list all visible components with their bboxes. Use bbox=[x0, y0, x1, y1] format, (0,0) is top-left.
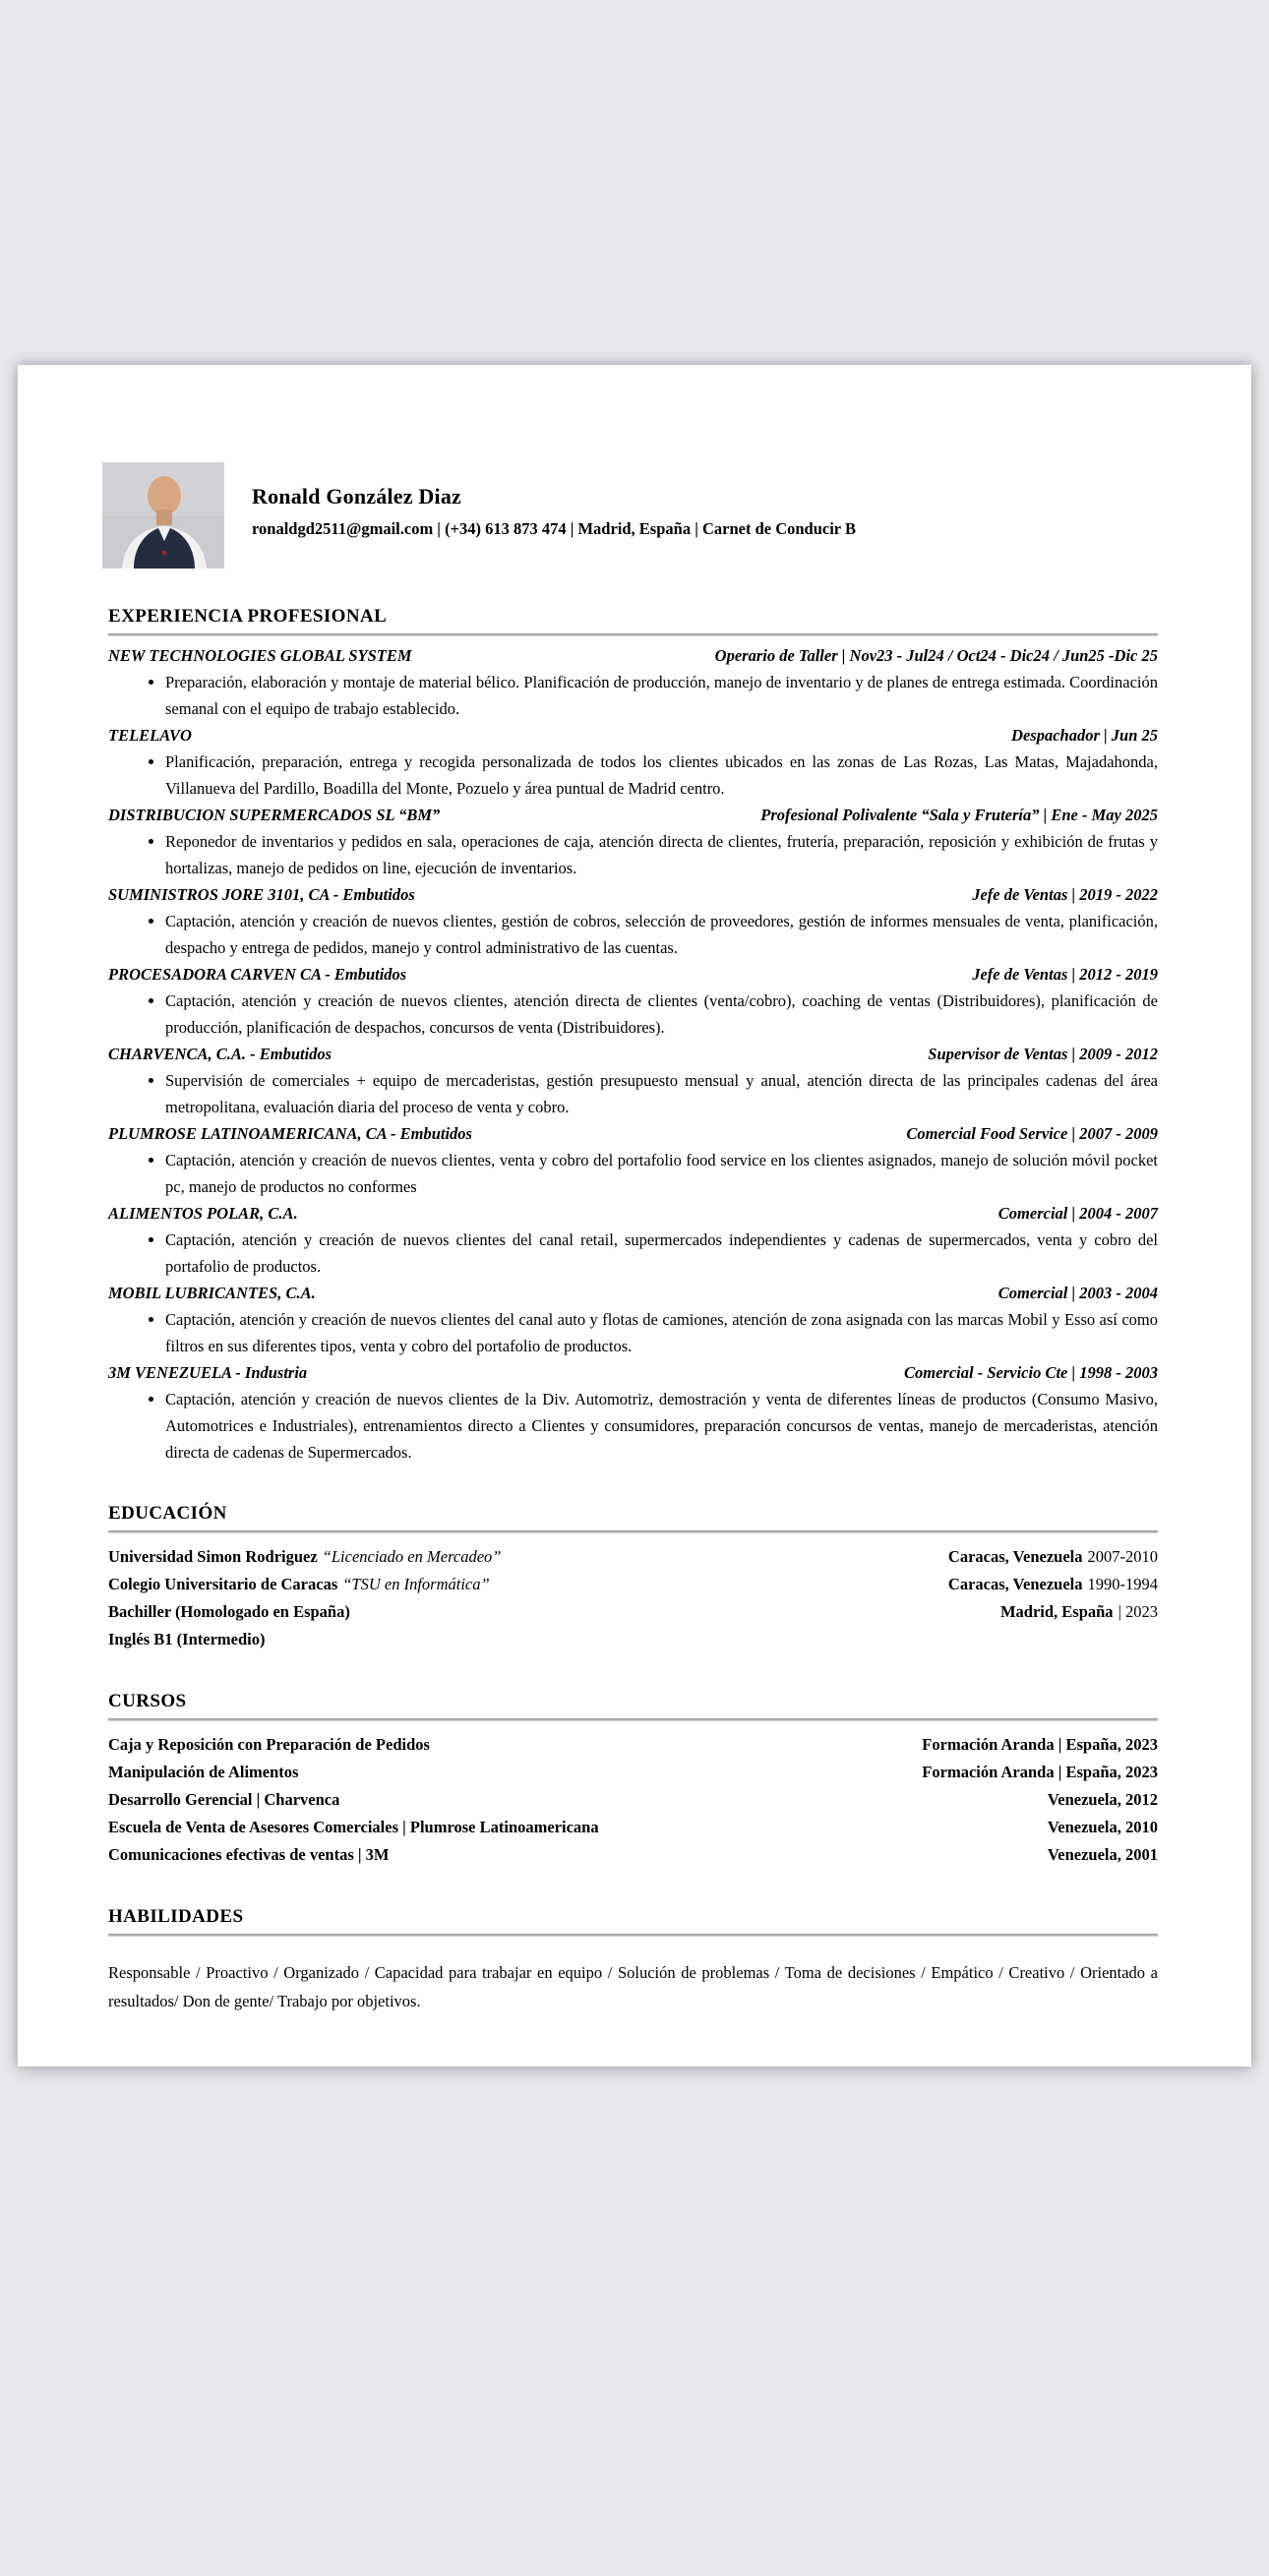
education-degree: “TSU en Informática” bbox=[342, 1575, 490, 1593]
education-row bbox=[108, 1598, 1158, 1626]
skills-text: Responsable / Proactivo / Organizado / Capacidad para trabajar en equipo / Solución de problemas / Toma de decisiones / Empático / Creativo / Orientado a resultados/ Don de gente/ Trabajo por objetivos. bbox=[108, 1963, 1158, 2010]
job-head bbox=[108, 1280, 1158, 1306]
job-bullet: • Captación, atención y creación de nuevos clientes de la Div. Automotriz, demostración y venta de diferentes líneas de productos (Consumo Masivo, Automotrices e Industriales), entrenamientos directo a Clientes y consumidores, preparación concursos de ventas, manejo de mercaderistas, atención directa de cadenas de Supermercados. bbox=[165, 1386, 1158, 1466]
section-education bbox=[108, 1503, 1158, 1653]
course-row bbox=[108, 1814, 1158, 1841]
job-entry bbox=[108, 1120, 1158, 1200]
section-experience-title: EXPERIENCIA PROFESIONAL bbox=[108, 606, 388, 627]
header-text bbox=[252, 462, 856, 539]
job-role-dates: Despachador | Jun 25 bbox=[1011, 726, 1158, 745]
job-role-dates: Comercial | 2003 - 2004 bbox=[997, 1284, 1158, 1302]
course-name: Manipulación de Alimentos bbox=[108, 1763, 299, 1781]
resume-header bbox=[102, 462, 1158, 569]
course-row bbox=[108, 1841, 1158, 1869]
job-role-dates: Comercial | 2004 - 2007 bbox=[997, 1204, 1158, 1223]
job-company: TELELAVO bbox=[108, 726, 192, 745]
job-head bbox=[108, 1120, 1158, 1147]
course-name: Caja y Reposición con Preparación de Pedidos bbox=[108, 1735, 430, 1754]
contact-line: ronaldgd2511@gmail.com | (+34) 613 873 474 | Madrid, España | Carnet de Conducir B bbox=[252, 519, 856, 538]
job-role-dates: Jefe de Ventas | 2012 - 2019 bbox=[972, 965, 1158, 984]
section-education-title: EDUCACIÓN bbox=[108, 1503, 227, 1524]
education-period: | 2023 bbox=[1118, 1602, 1158, 1621]
profile-photo bbox=[102, 462, 224, 569]
course-name: Comunicaciones efectivas de ventas | 3M bbox=[108, 1845, 390, 1864]
education-institution: Universidad Simon Rodriguez bbox=[108, 1547, 318, 1566]
job-role-dates: Jefe de Ventas | 2019 - 2022 bbox=[972, 885, 1158, 904]
job-bullet: • Reponedor de inventarios y pedidos en sala, operaciones de caja, atención directa de clientes, frutería, preparación, reposición y exhibición de frutas y hortalizas, manejo de pedidos on line, ejecución de inventarios. bbox=[165, 828, 1158, 881]
course-row bbox=[108, 1786, 1158, 1814]
course-meta: Venezuela, 2001 bbox=[1047, 1845, 1158, 1864]
job-entry bbox=[108, 1041, 1158, 1120]
job-bullet: • Preparación, elaboración y montaje de material bélico. Planificación de producción, manejo de inventario y de planes de entrega estimada. Coordinación semanal con el equipo de trabajo establecido. bbox=[165, 669, 1158, 722]
course-name: Escuela de Venta de Asesores Comerciales | Plumrose Latinoamericana bbox=[108, 1818, 599, 1836]
job-list bbox=[108, 642, 1158, 1466]
job-head bbox=[108, 722, 1158, 749]
job-role-dates: Supervisor de Ventas | 2009 - 2012 bbox=[928, 1045, 1158, 1063]
section-courses bbox=[108, 1691, 1158, 1869]
job-company: MOBIL LUBRICANTES, C.A. bbox=[108, 1284, 316, 1302]
job-company: PROCESADORA CARVEN CA - Embutidos bbox=[108, 965, 407, 984]
job-entry bbox=[108, 1280, 1158, 1359]
course-meta: Formación Aranda | España, 2023 bbox=[922, 1735, 1158, 1754]
course-name: Desarrollo Gerencial | Charvenca bbox=[108, 1790, 340, 1809]
section-skills-title: HABILIDADES bbox=[108, 1906, 244, 1927]
course-row bbox=[108, 1759, 1158, 1786]
section-divider bbox=[108, 1934, 1158, 1937]
education-degree: “Licenciado en Mercadeo” bbox=[322, 1547, 502, 1566]
job-entry bbox=[108, 1200, 1158, 1280]
course-meta: Formación Aranda | España, 2023 bbox=[922, 1763, 1158, 1781]
job-bullet: • Captación, atención y creación de nuevos clientes del canal auto y flotas de camiones, atención de zona asignada con las marcas Mobil y Esso así como filtros en sus diferentes tipos, venta y cobro del portafolio de productos. bbox=[165, 1306, 1158, 1359]
job-role-dates: Comercial - Servicio Cte | 1998 - 2003 bbox=[904, 1363, 1158, 1382]
education-row bbox=[108, 1626, 1158, 1653]
section-courses-title: CURSOS bbox=[108, 1691, 187, 1711]
job-company: NEW TECHNOLOGIES GLOBAL SYSTEM bbox=[108, 646, 412, 665]
job-company: DISTRIBUCION SUPERMERCADOS SL “BM” bbox=[108, 806, 441, 824]
education-period: 2007-2010 bbox=[1087, 1547, 1158, 1566]
person-name: Ronald González Diaz bbox=[252, 484, 461, 509]
resume-page bbox=[18, 365, 1251, 2067]
job-bullet: • Supervisión de comerciales + equipo de mercaderistas, gestión presupuesto mensual y anual, atención directa de las principales cadenas del área metropolitana, evaluación diaria del proceso de venta y cobro. bbox=[165, 1067, 1158, 1120]
job-head bbox=[108, 881, 1158, 908]
section-divider bbox=[108, 1530, 1158, 1533]
course-row bbox=[108, 1731, 1158, 1759]
job-role-dates: Profesional Polivalente “Sala y Frutería” | Ene - May 2025 bbox=[760, 806, 1158, 824]
job-entry bbox=[108, 722, 1158, 802]
course-meta: Venezuela, 2010 bbox=[1047, 1818, 1158, 1836]
education-list bbox=[108, 1543, 1158, 1653]
job-entry bbox=[108, 1359, 1158, 1466]
job-bullet: • Captación, atención y creación de nuevos clientes del canal retail, supermercados independientes y cadenas de supermercados, venta y cobro del portafolio de productos. bbox=[165, 1227, 1158, 1280]
job-head bbox=[108, 1041, 1158, 1067]
education-row bbox=[108, 1571, 1158, 1598]
education-location: Caracas, Venezuela bbox=[947, 1575, 1083, 1593]
course-list bbox=[108, 1731, 1158, 1869]
job-head bbox=[108, 1359, 1158, 1386]
education-period: 1990-1994 bbox=[1087, 1575, 1158, 1593]
job-role-dates: Operario de Taller | Nov23 - Jul24 / Oct24 - Dic24 / Jun25 -Dic 25 bbox=[714, 646, 1158, 665]
section-experience bbox=[108, 606, 1158, 1466]
section-divider bbox=[108, 1718, 1158, 1721]
job-company: PLUMROSE LATINOAMERICANA, CA - Embutidos bbox=[108, 1124, 472, 1143]
job-head bbox=[108, 961, 1158, 988]
job-role-dates: Comercial Food Service | 2007 - 2009 bbox=[906, 1124, 1158, 1143]
job-entry bbox=[108, 881, 1158, 961]
job-company: 3M VENEZUELA - Industria bbox=[108, 1363, 308, 1382]
job-bullet: • Captación, atención y creación de nuevos clientes, venta y cobro del portafolio food service en los clientes asignados, manejo de solución móvil pocket pc, manejo de productos no conformes bbox=[165, 1147, 1158, 1200]
job-bullet: • Captación, atención y creación de nuevos clientes, atención directa de clientes (venta/cobro), coaching de ventas (Distribuidores), planificación de producción, planificación de despachos, concursos de venta (Distribuidores). bbox=[165, 988, 1158, 1041]
job-entry bbox=[108, 802, 1158, 881]
education-institution: Colegio Universitario de Caracas bbox=[108, 1575, 338, 1593]
education-institution: Inglés B1 (Intermedio) bbox=[108, 1630, 266, 1648]
job-bullet: • Planificación, preparación, entrega y recogida personalizada de todos los clientes ubicados en las zonas de Las Rozas, Las Matas, Majadahonda, Villanueva del Pardillo, Boadilla del Monte, Pozuelo y área puntual de Madrid centro. bbox=[165, 749, 1158, 802]
job-entry bbox=[108, 961, 1158, 1041]
section-divider bbox=[108, 633, 1158, 636]
job-entry bbox=[108, 642, 1158, 722]
course-meta: Venezuela, 2012 bbox=[1047, 1790, 1158, 1809]
education-row bbox=[108, 1543, 1158, 1571]
job-head bbox=[108, 802, 1158, 828]
education-location: Madrid, España bbox=[999, 1602, 1114, 1621]
job-bullet: • Captación, atención y creación de nuevos clientes, gestión de cobros, selección de proveedores, gestión de informes mensuales de venta, planificación, despacho y entrega de pedidos, manejo y control administrativo de las cuentas. bbox=[165, 908, 1158, 961]
education-location: Caracas, Venezuela bbox=[947, 1547, 1083, 1566]
job-company: CHARVENCA, C.A. - Embutidos bbox=[108, 1045, 332, 1063]
resume-content bbox=[18, 462, 1251, 2015]
job-company: ALIMENTOS POLAR, C.A. bbox=[108, 1204, 298, 1223]
job-head bbox=[108, 642, 1158, 669]
education-institution: Bachiller (Homologado en España) bbox=[108, 1602, 350, 1621]
job-head bbox=[108, 1200, 1158, 1227]
job-company: SUMINISTROS JORE 3101, CA - Embutidos bbox=[108, 885, 415, 904]
section-skills bbox=[108, 1906, 1158, 2015]
